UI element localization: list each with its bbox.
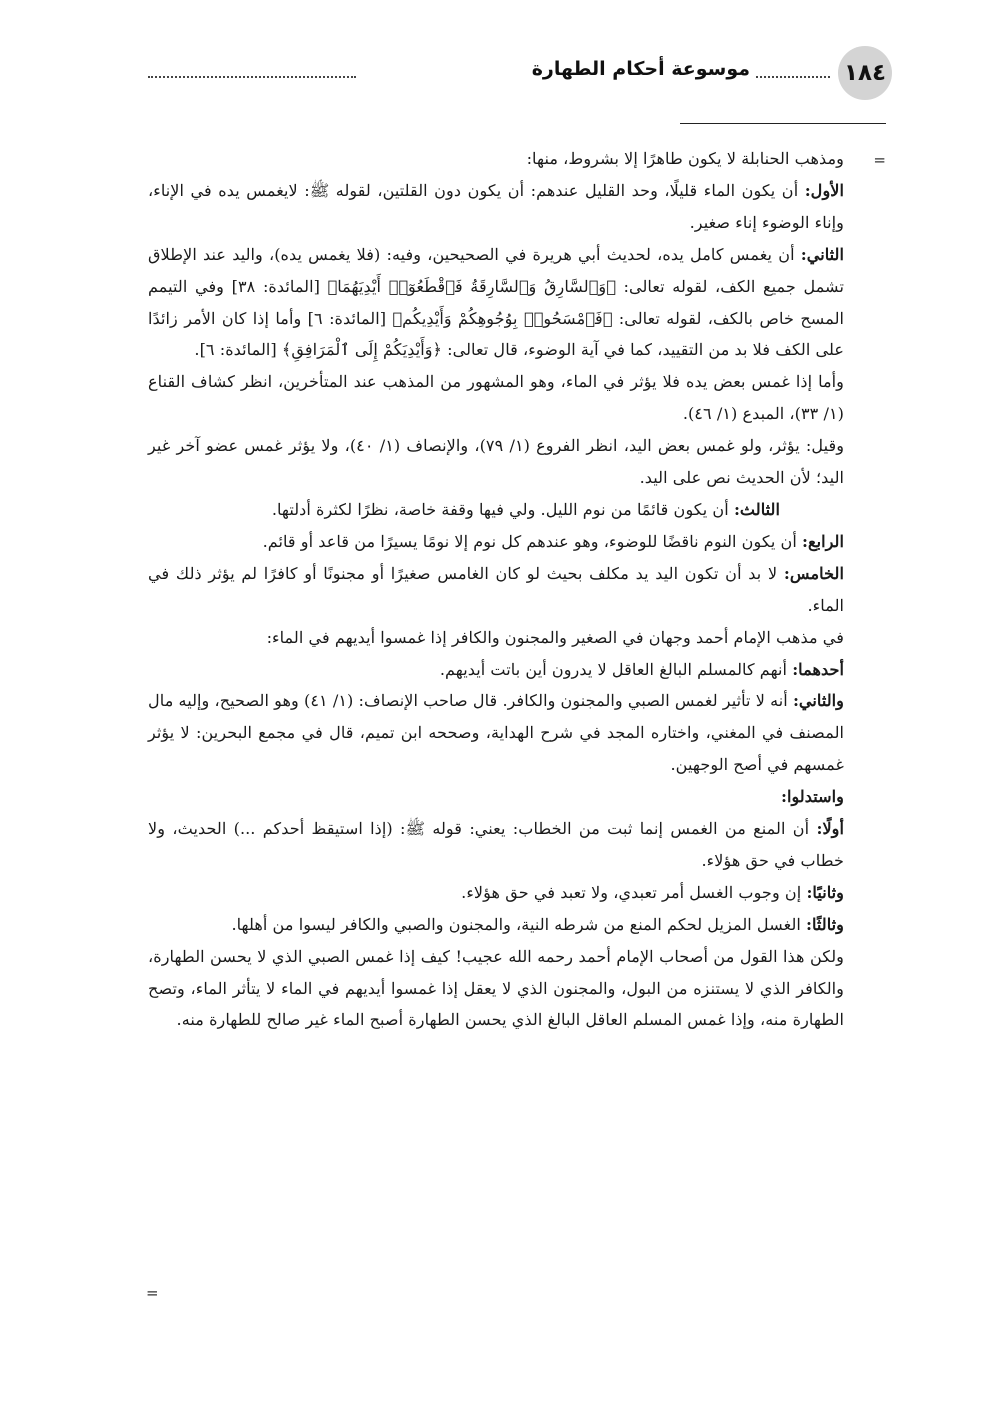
page-number-badge	[838, 46, 892, 100]
paragraph-evidence-first: أولًا: أن المنع من الغمس إنما ثبت من الخطاب: يعني: قوله ﷺ: (إذا استيقظ أحدكم ...) الحديث، ولا خطاب في حق هؤلاء.	[148, 819, 844, 870]
paragraph-partial-hand: وأما إذا غمس بعض يده فلا يؤثر في الماء، وهو المشهور من المذهب عند المتأخرين، انظر كشاف القناع (١/ ٣٣)، المبدع (١/ ٤٦).	[148, 372, 844, 424]
page-header	[140, 44, 892, 100]
paragraph-fourth-condition: الرابع: أن يكون النوم ناقضًا للوضوء، وهو عندهم كل نوم إلا نومًا يسيرًا من قاعد أو قائم.	[262, 531, 844, 551]
paragraph-second-condition: الثاني: أن يغمس كامل يده، لحديث أبي هريرة في الصحيحين، وفيه: (فلا يغمس يده)، واليد عند الإطلاق تشمل جميع الكف، لقوله تعالى: ﴿وَٱلسَّارِقُ وَٱلسَّارِقَةُ فَٱقْطَعُوٓا۟ أَيْدِيَهُمَا﴾ [المائدة: ٣٨] وفي التيمم المسح خاص بالكف، لقوله تعالى: ﴿فَٱمْسَحُوا۟ بِوُجُوهِكُمْ وَأَيْدِيكُم﴾ [المائدة: ٦] وأما إذا كان الأمر زائدًا على الكف فلا بد من التقييد، كما في آية الوضوء، قال تعالى: ﴿وَأَيْدِيَكُمْ إِلَى ٱلْمَرَافِقِ﴾ [المائدة: ٦].	[148, 244, 845, 360]
continuation-mark-top: =	[873, 151, 886, 169]
paragraph-view-one: أحدهما: أنهم كالمسلم البالغ العاقل لا يدرون أين باتت أيديهم.	[439, 659, 844, 679]
paragraph-first-condition: الأول: أن يكون الماء قليلًا، وحد القليل عندهم: أن يكون دون القلتين، لقوله ﷺ: لايغمس يده في الإناء، وإناء الوضوء إناء صغير.	[148, 180, 844, 232]
paragraph-evidence-heading: واستدلوا:	[780, 787, 844, 807]
header-dotted-leader-left	[148, 76, 356, 78]
page-number: ١٨٤	[843, 60, 887, 86]
header-dotted-leader-right	[756, 76, 830, 78]
paragraph-view-two: والثاني: أنه لا تأثير لغمس الصبي والمجنون والكافر. قال صاحب الإنصاف: (١/ ٤١) وهو الصحيح، وإليه مال المصنف في المغني، واختاره المجد في شرح الهداية، وصححه ابن تميم، قال في مجمع البحرين: لا يؤثر غمسهم في أصح الوجهين.	[148, 691, 844, 775]
paragraph-evidence-third: وثالثًا: الغسل المزيل لحكم المنع من شرطه النية، والمجنون والصبي والكافر ليسوا من أهلها.	[231, 914, 844, 934]
continuation-mark-bottom: =	[146, 1284, 159, 1302]
book-title: موسوعة أحكام الطهارة	[531, 58, 750, 80]
paragraph-third-condition: الثالث: أن يكون قائمًا من نوم الليل. ولي فيها وقفة خاصة، نظرًا لكثرة أدلتها.	[271, 499, 780, 519]
footnote-separator	[680, 123, 886, 124]
paragraph-author-comment: ولكن هذا القول من أصحاب الإمام أحمد رحمه الله عجيب! كيف إذا غمس الصبي الذي لا يحسن الطهارة، والكافر الذي لا يستنزه من البول، والمجنون الذي لا يعقل إذا غمسوا أيديهم في الماء لا يتأثر الماء، وتصح الطهارة منه، وإذا غمس المسلم العاقل البالغ الذي يحسن الطهارة أصبح الماء غير صالح للطهارة منه.	[148, 946, 844, 1030]
paragraph-intro: ومذهب الحنابلة لا يكون طاهرًا إلا بشروط، منها:	[526, 149, 844, 168]
paragraph-evidence-second: وثانيًا: إن وجوب الغسل أمر تعبدي، ولا تعبد في حق هؤلاء.	[461, 882, 844, 902]
footnote-body	[148, 143, 844, 1036]
paragraph-alternate-view: وقيل: يؤثر، ولو غمس بعض اليد، انظر الفروع (١/ ٧٩)، والإنصاف (١/ ٤٠)، ولا يؤثر غمس عضو آخر غير اليد؛ لأن الحديث نص على اليد.	[148, 436, 845, 488]
paragraph-fifth-condition: الخامس: لا بد أن تكون اليد يد مكلف بحيث لو كان الغامس صغيرًا أو مجنونًا أو كافرًا لم يؤثر ذلك في الماء.	[148, 563, 844, 615]
paragraph-two-views: في مذهب الإمام أحمد وجهان في الصغير والمجنون والكافر إذا غمسوا أيديهم في الماء:	[266, 627, 844, 647]
